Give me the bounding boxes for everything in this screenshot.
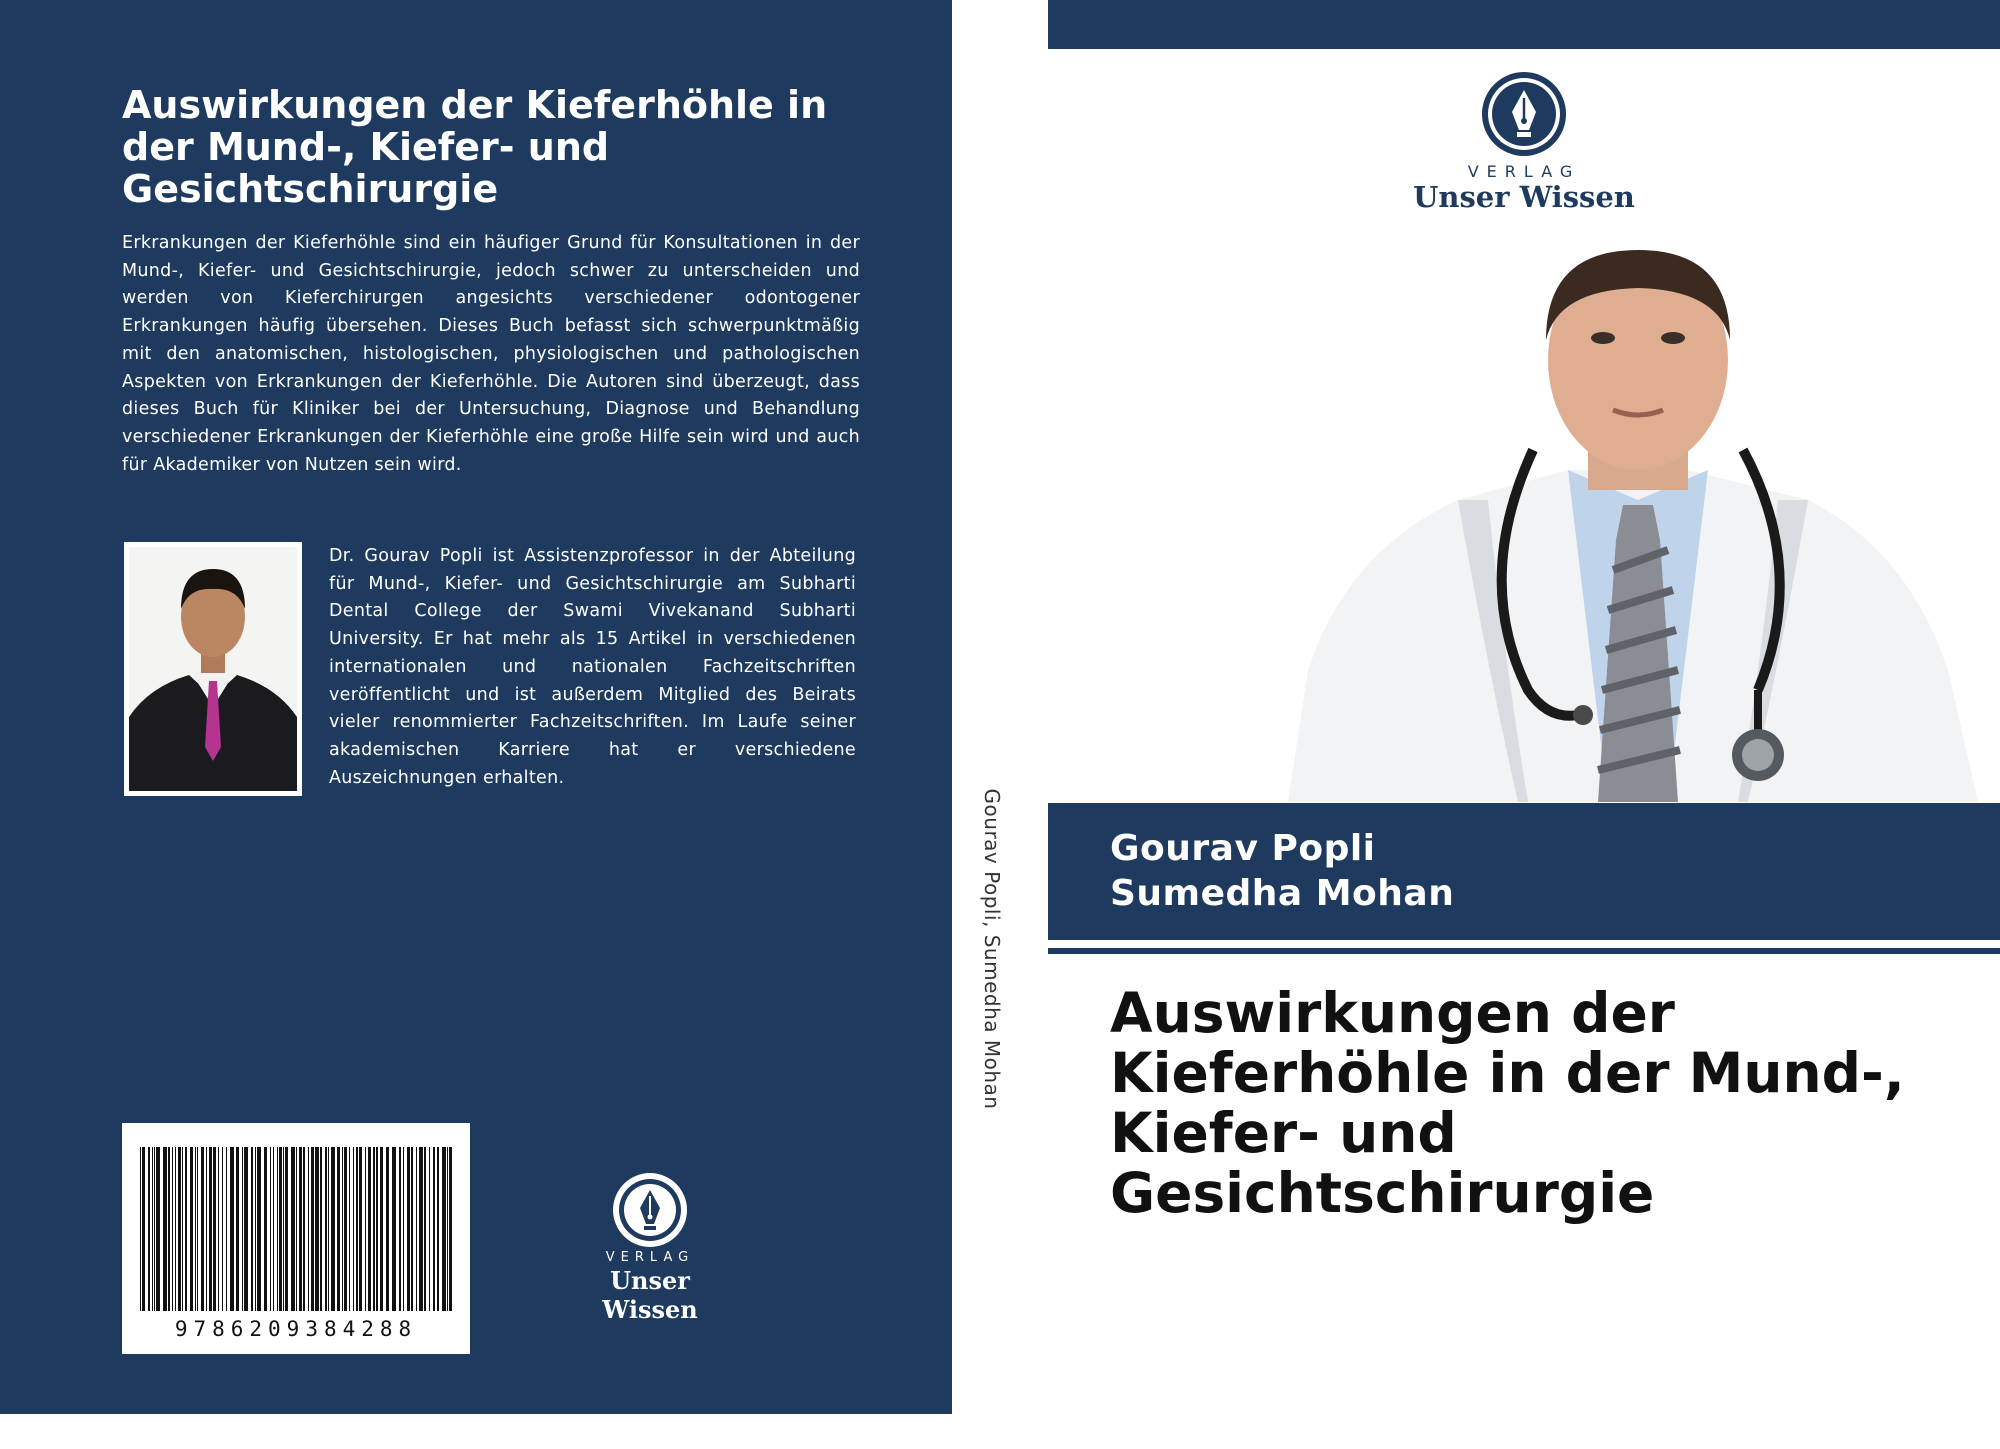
- barcode-bar: [264, 1147, 267, 1311]
- barcode-bar: [392, 1147, 396, 1311]
- barcode-bar: [299, 1147, 302, 1311]
- barcode-bar: [195, 1147, 196, 1311]
- front-top-bar: [1048, 0, 2000, 49]
- barcode-bar: [353, 1147, 354, 1311]
- barcode-bar: [442, 1147, 446, 1311]
- barcode-bar: [154, 1147, 155, 1311]
- barcode-bar: [273, 1147, 274, 1311]
- front-cover: [1048, 0, 2000, 1414]
- barcode-bar: [175, 1147, 176, 1311]
- barcode-bar: [251, 1147, 253, 1311]
- barcode-bar: [429, 1147, 430, 1311]
- back-publisher-verlag: VERLAG: [605, 1250, 695, 1265]
- barcode-bar: [386, 1147, 389, 1311]
- isbn-barcode: [122, 1123, 470, 1354]
- barcode-bar: [308, 1147, 309, 1311]
- back-cover-title: Auswirkungen der Kieferhöhle in der Mund-, Kiefer- und Gesichtschirurgie: [122, 83, 828, 211]
- barcode-bar: [325, 1147, 327, 1311]
- barcode-bar: [277, 1147, 278, 1311]
- barcode-bar: [285, 1147, 288, 1311]
- barcode-bar: [218, 1147, 219, 1311]
- spine-text: Gourav Popli, Sumedha Mohan: [980, 788, 1004, 1110]
- authors-band: [1048, 803, 2000, 940]
- barcode-bar: [356, 1147, 358, 1311]
- barcode-bar: [315, 1147, 319, 1311]
- back-cover: [0, 0, 952, 1414]
- barcode-bar: [411, 1147, 413, 1311]
- barcode-bar: [279, 1147, 282, 1311]
- front-publisher-name: Unser Wissen: [1413, 180, 1635, 214]
- barcode-bar: [152, 1147, 153, 1311]
- barcode-bar: [222, 1147, 223, 1311]
- barcode-bar: [242, 1147, 243, 1311]
- barcode-bar: [416, 1147, 417, 1311]
- back-publisher-logo: [560, 1170, 740, 1324]
- author-portrait: [124, 542, 302, 796]
- barcode-bar: [201, 1147, 204, 1311]
- barcode-bar: [447, 1147, 448, 1311]
- barcode-bar: [403, 1147, 404, 1311]
- barcode-bar: [342, 1147, 343, 1311]
- barcode-bar: [376, 1147, 378, 1311]
- barcode-bar: [142, 1147, 145, 1311]
- barcode-bar: [236, 1147, 239, 1311]
- barcode-bar: [209, 1147, 212, 1311]
- barcode-bar: [344, 1147, 347, 1311]
- barcode-bar: [185, 1147, 187, 1311]
- barcode-bar: [244, 1147, 248, 1311]
- barcode-bar: [449, 1147, 452, 1311]
- barcode-bar: [320, 1147, 322, 1311]
- barcode-bar: [303, 1147, 305, 1311]
- barcode-bar: [368, 1147, 371, 1311]
- isbn-number: 9786209384288: [174, 1317, 418, 1341]
- barcode-bar: [419, 1147, 423, 1311]
- barcode-bar: [373, 1147, 375, 1311]
- author-portrait-icon: [129, 547, 297, 791]
- barcode-bar: [337, 1147, 340, 1311]
- barcode-bar: [172, 1147, 173, 1311]
- pen-nib-logo-icon: [1480, 70, 1568, 158]
- barcode-bar: [296, 1147, 297, 1311]
- divider-rule: [1048, 948, 2000, 954]
- spine: [952, 0, 1048, 1414]
- doctor-photo: [1288, 250, 1978, 802]
- book-description: Erkrankungen der Kieferhöhle sind ein häufiger Grund für Konsultationen in der Mund-, Kiefer- und Gesichtschirurgie, jedoch schwer zu unterscheiden und werden von Kieferchirurgen angesichts verschiedener odontogener Erkrankungen häufig übersehen. Dieses Buch befasst sich schwerpunktmäßig mit den anatomischen, histologischen, physiologischen und pathologischen Aspekten von Erkrankungen der Kieferhöhle. Die Autoren sind überzeugt, dass dieses Buch für Kliniker bei der Untersuchung, Diagnose und Behandlung verschiedener Erkrankungen der Kieferhöhle eine große Hilfe sein wird und auch für Akademiker von Nutzen sein wird.: [122, 233, 860, 475]
- barcode-bar: [226, 1147, 227, 1311]
- barcode-bar: [328, 1147, 329, 1311]
- author-bio: Dr. Gourav Popli ist Assistenzprofessor in der Abteilung für Mund-, Kiefer- und Gesichtschirurgie am Subharti Dental College der Swami Vivekanand Subharti University. Er hat mehr als 15 Artikel in verschiedenen internationalen und nationalen Fachzeitschriften veröffentlicht und ist außerdem Mitglied des Beirats vieler renommierter Fachzeitschriften. Im Laufe seiner akademischen Karriere hat er verschiedene Auszeichnungen erhalten.: [329, 546, 856, 788]
- barcode-icon: [134, 1147, 458, 1311]
- author-name-2: Sumedha Mohan: [1110, 873, 1455, 914]
- barcode-bar: [255, 1147, 256, 1311]
- barcode-bar: [331, 1147, 335, 1311]
- back-publisher-name: Unser Wissen: [602, 1266, 698, 1324]
- barcode-bar: [365, 1147, 366, 1311]
- barcode-bar: [437, 1147, 439, 1311]
- barcode-bar: [311, 1147, 314, 1311]
- pen-nib-logo-icon: [610, 1170, 690, 1250]
- barcode-bar: [206, 1147, 207, 1311]
- barcode-bar: [197, 1147, 198, 1311]
- barcode-bar: [407, 1147, 410, 1311]
- barcode-bar: [190, 1147, 193, 1311]
- barcode-bar: [433, 1147, 435, 1311]
- barcode-bar: [168, 1147, 170, 1311]
- front-publisher-verlag: VERLAG: [1467, 162, 1581, 181]
- barcode-bar: [380, 1147, 383, 1311]
- author-name-1: Gourav Popli: [1110, 828, 1376, 869]
- barcode-bar: [148, 1147, 150, 1311]
- barcode-bar: [178, 1147, 181, 1311]
- barcode-bar: [291, 1147, 295, 1311]
- barcode-bar: [270, 1147, 271, 1311]
- barcode-bar: [213, 1147, 216, 1311]
- barcode-bar: [424, 1147, 426, 1311]
- barcode-bar: [182, 1147, 183, 1311]
- barcode-bar: [163, 1147, 167, 1311]
- barcode-bar: [140, 1147, 141, 1311]
- barcode-bar: [283, 1147, 284, 1311]
- barcode-bar: [230, 1147, 234, 1311]
- barcode-bar: [349, 1147, 350, 1311]
- barcode-bar: [359, 1147, 362, 1311]
- front-cover-title: Auswirkungen der Kieferhöhle in der Mund-, Kiefer- und Gesichtschirurgie: [1110, 981, 1905, 1225]
- barcode-bar: [156, 1147, 160, 1311]
- front-publisher-logo: [1408, 70, 1640, 220]
- barcode-bar: [257, 1147, 261, 1311]
- barcode-bar: [399, 1147, 401, 1311]
